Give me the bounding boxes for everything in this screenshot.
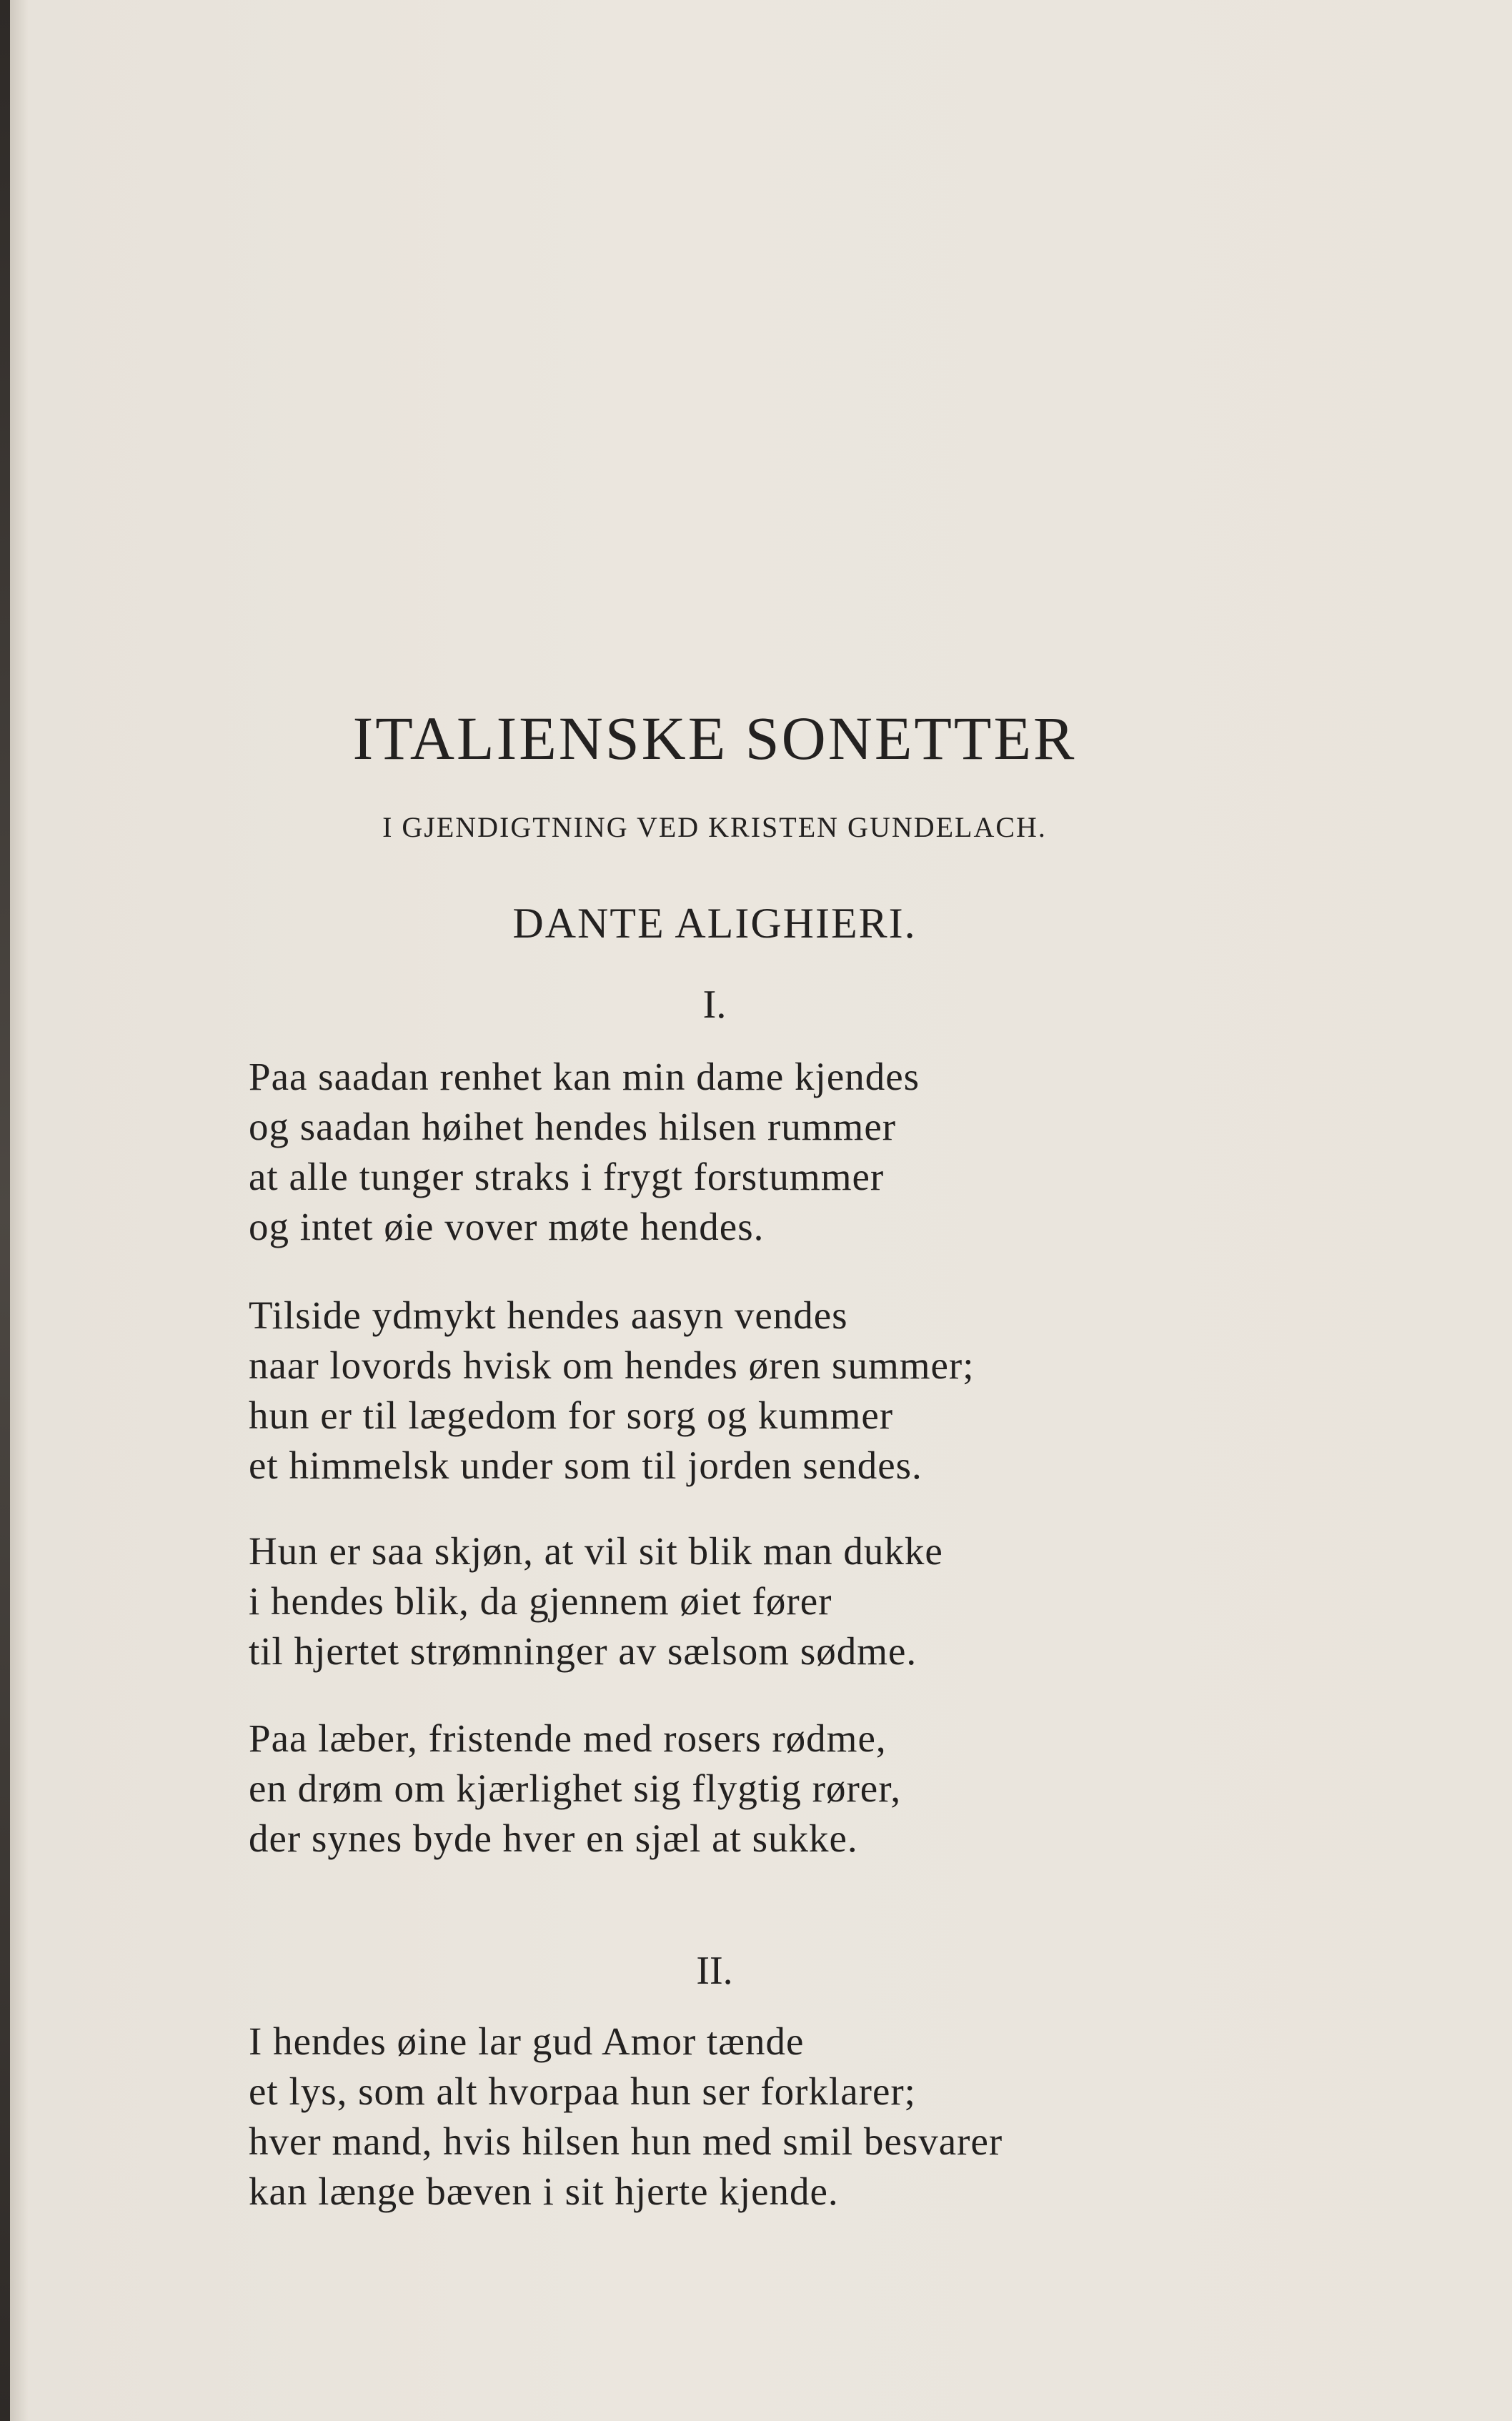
verse-line: hver mand, hvis hilsen hun med smil besvarer	[249, 2119, 1003, 2163]
verse-line: i hendes blik, da gjennem øiet fører	[249, 1579, 832, 1623]
stanza-2-1	[249, 2017, 1249, 2217]
verse-line: til hjertet strømninger av sælsom sødme.	[249, 1629, 917, 1673]
verse-line: Hun er saa skjøn, at vil sit blik man dukke	[249, 1529, 943, 1573]
verse-line: at alle tunger straks i frygt forstummer	[249, 1155, 885, 1198]
verse-line: Tilside ydmykt hendes aasyn vendes	[249, 1293, 848, 1337]
stanza-1-1	[249, 1052, 1249, 1252]
verse-line: I hendes øine lar gud Amor tænde	[249, 2019, 805, 2063]
verse-line: der synes byde hver en sjæl at sukke.	[249, 1816, 858, 1860]
verse-line: og intet øie vover møte hendes.	[249, 1205, 765, 1248]
verse-line: Paa saadan renhet kan min dame kjendes	[249, 1055, 920, 1098]
book-spine-edge	[0, 0, 10, 2421]
verse-line: et himmelsk under som til jorden sendes.	[249, 1443, 922, 1487]
stanza-1-2	[249, 1291, 1249, 1491]
verse-line: naar lovords hvisk om hendes øren summer;	[249, 1343, 975, 1387]
stanza-1-4	[249, 1714, 1249, 1864]
page-subtitle: I GJENDIGTNING VED KRISTEN GUNDELACH.	[382, 811, 1047, 843]
verse-line: et lys, som alt hvorpaa hun ser forklarer;	[249, 2069, 916, 2113]
stanza-1-3	[249, 1526, 1249, 1676]
verse-line: Paa læber, fristende med rosers rødme,	[249, 1716, 887, 1760]
sonnet-numeral-2: II.	[696, 1949, 733, 1993]
verse-line: en drøm om kjærlighet sig flygtig rører,	[249, 1766, 902, 1810]
page-title: ITALIENSKE SONETTER	[352, 704, 1077, 772]
verse-line: og saadan høihet hendes hilsen rummer	[249, 1105, 897, 1148]
verse-line: hun er til lægedom for sorg og kummer	[249, 1393, 894, 1437]
sonnet-numeral-1: I.	[702, 983, 727, 1027]
verse-line: kan længe bæven i sit hjerte kjende.	[249, 2169, 839, 2213]
author-heading: DANTE ALIGHIERI.	[512, 900, 917, 947]
